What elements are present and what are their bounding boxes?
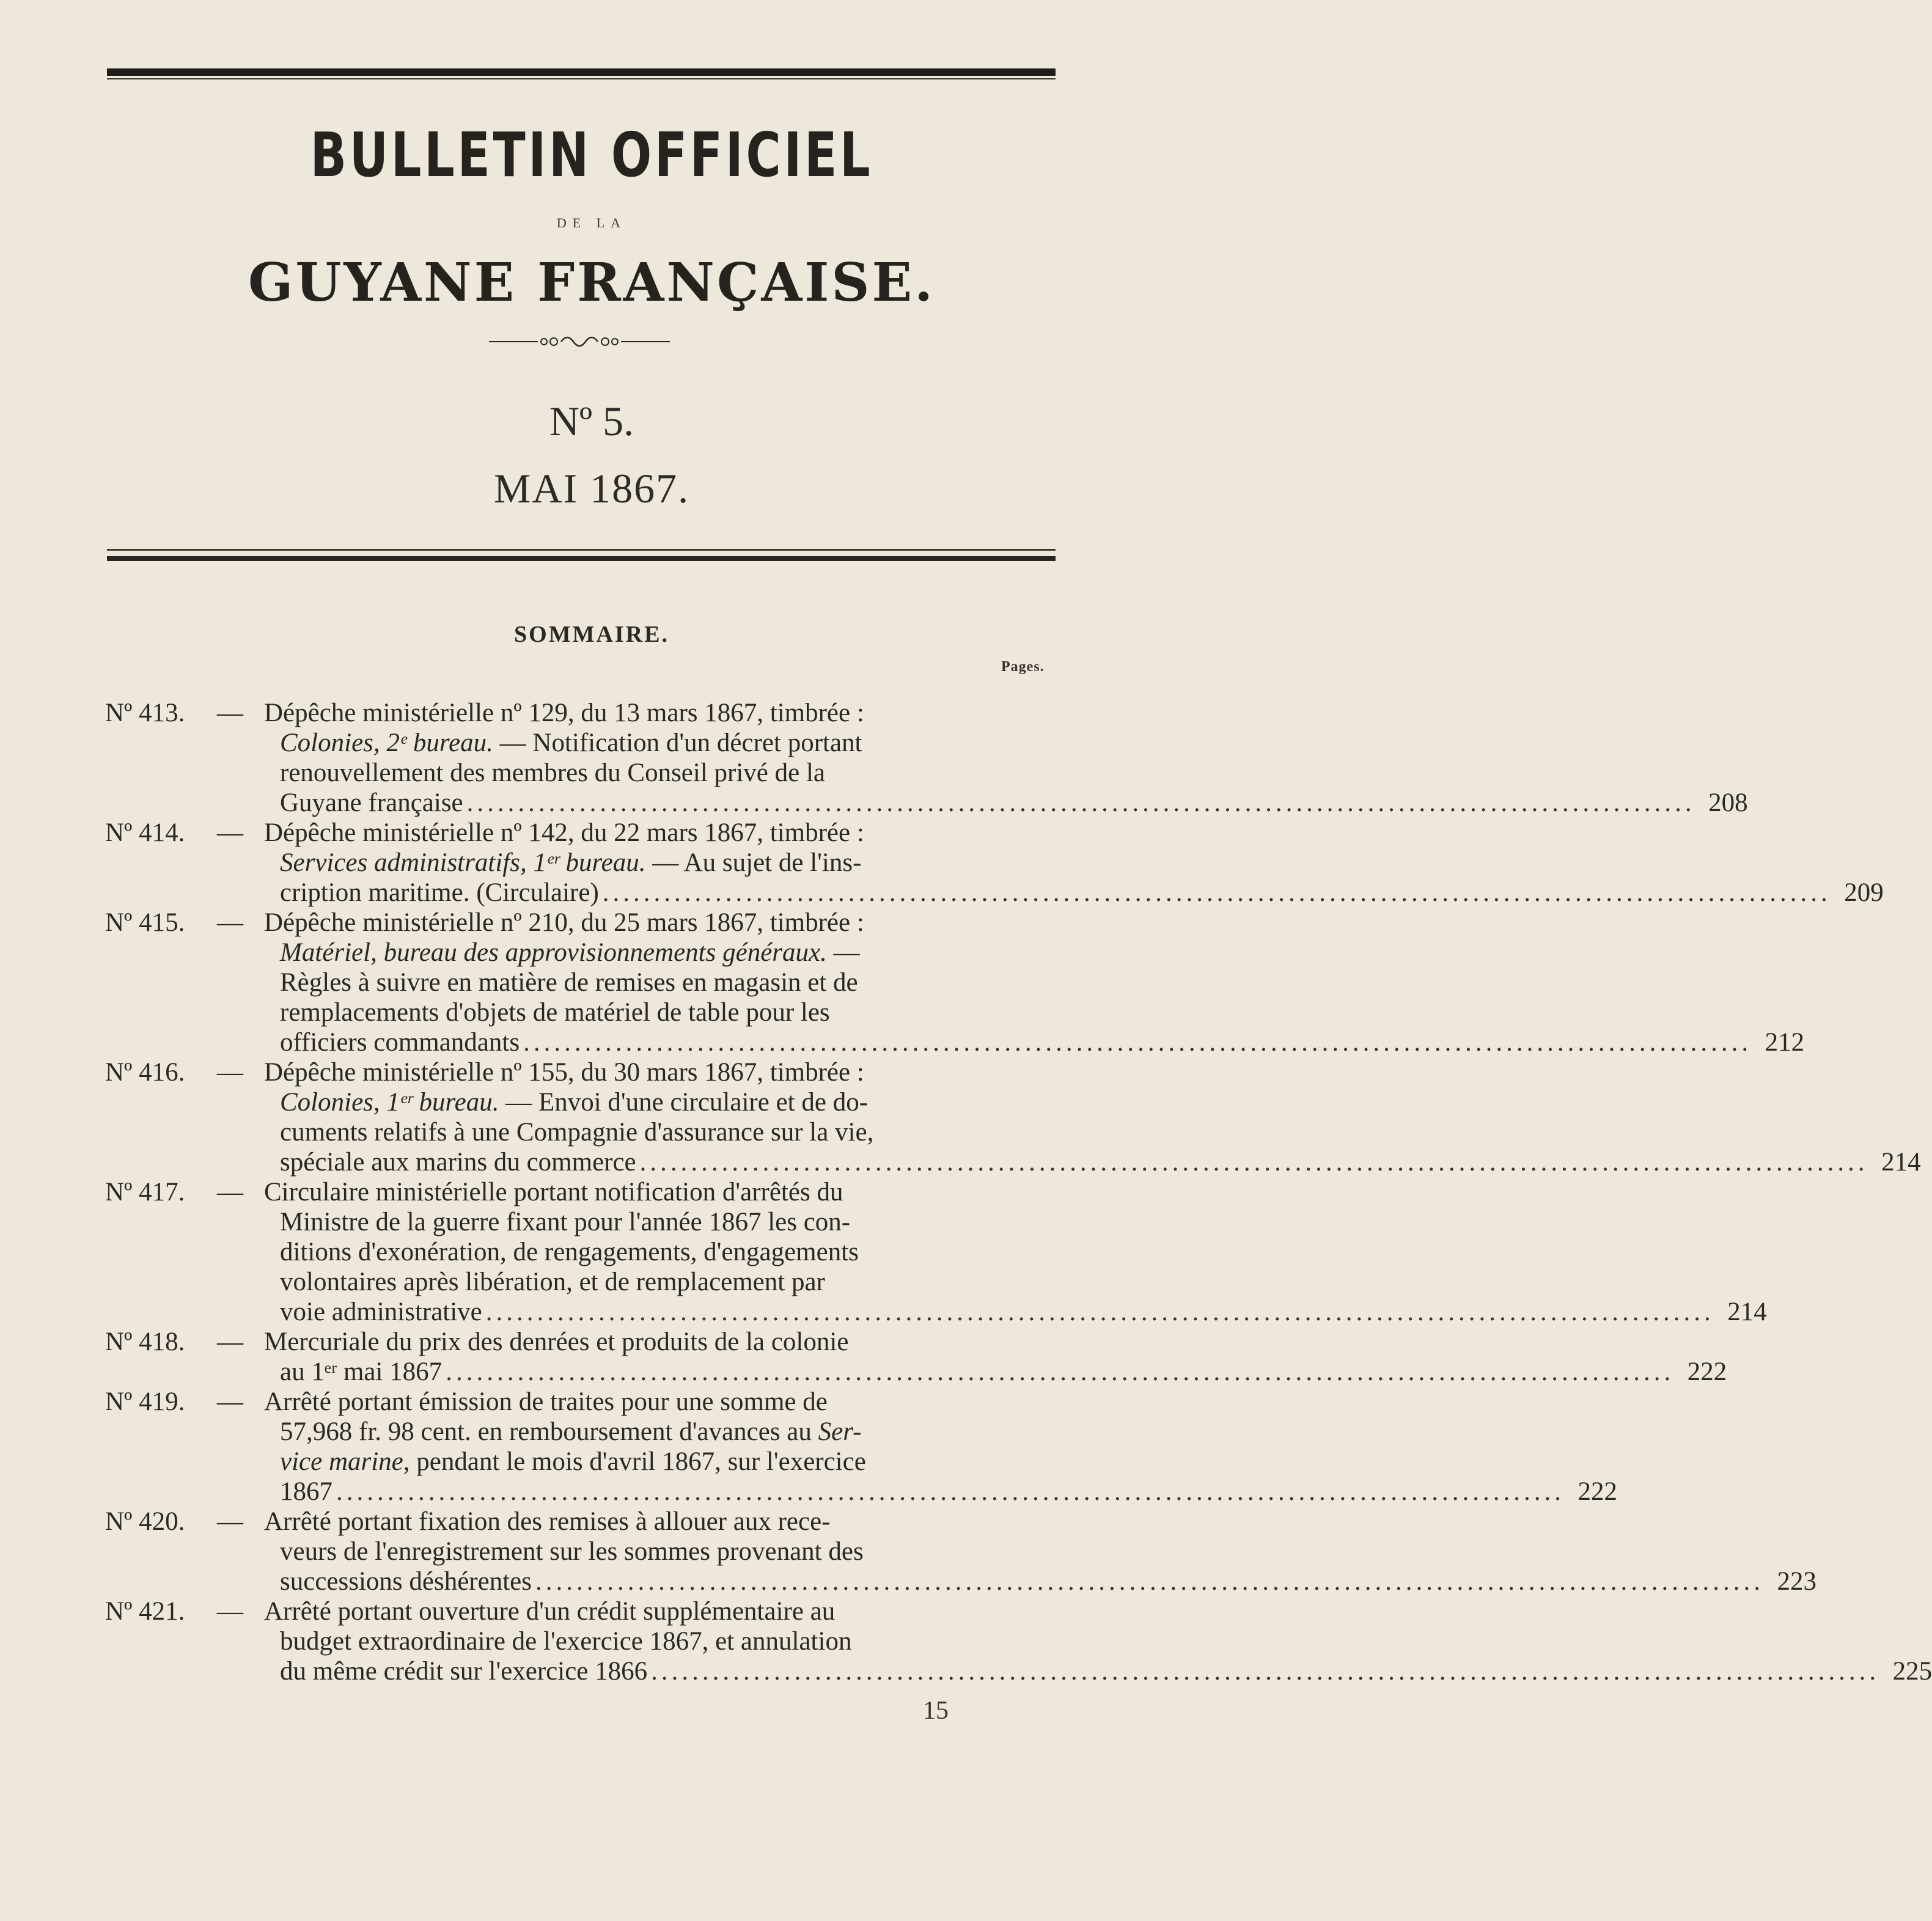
sommaire-entry	[0, 698, 1748, 818]
leader-dots: ........................................................................................................................	[446, 1357, 1675, 1386]
entry-dash: —	[217, 818, 243, 847]
entry-line: budget extraordinaire de l'exercice 1867, et annulation	[280, 1627, 852, 1656]
entry-page-number: 223	[1777, 1567, 1816, 1596]
entry-last-line	[280, 1147, 1921, 1177]
entry-text	[264, 908, 1805, 1057]
entry-line: Colonies, 2ᵉ bureau. — Notification d'un décret portant	[280, 729, 862, 757]
entry-line: volontaires après libération, et de remplacement par	[280, 1268, 825, 1296]
entry-page-number: 222	[1687, 1357, 1727, 1386]
entry-text	[264, 698, 1748, 818]
entry-number: Nº 421.	[105, 1597, 185, 1626]
entry-text	[264, 1387, 1617, 1507]
entry-last-text: voie administrative	[280, 1298, 482, 1326]
entry-line: veurs de l'enregistrement sur les sommes provenant des	[280, 1537, 864, 1566]
entry-line: Dépêche ministérielle nº 155, du 30 mars 1867, timbrée :	[264, 1058, 864, 1087]
entry-last-text: officiers commandants	[280, 1028, 520, 1057]
entry-number: Nº 417.	[105, 1178, 185, 1207]
top-thick-rule	[107, 68, 1056, 76]
entry-line: Colonies, 1ᵉʳ bureau. — Envoi d'une circulaire et de do-	[280, 1088, 869, 1117]
entry-line: Dépêche ministérielle nº 129, du 13 mars 1867, timbrée :	[264, 699, 864, 727]
sommaire-entry	[0, 1387, 1617, 1507]
entry-line: vice marine, pendant le mois d'avril 1867, sur l'exercice	[280, 1447, 866, 1476]
entry-line: Dépêche ministérielle nº 142, du 22 mars 1867, timbrée :	[264, 818, 864, 847]
entry-line: Matériel, bureau des approvisionnements généraux. —	[280, 938, 860, 967]
entry-line: Arrêté portant émission de traites pour une somme de	[264, 1387, 828, 1416]
entry-dash: —	[217, 1597, 243, 1626]
entry-number: Nº 420.	[105, 1507, 185, 1536]
entry-line: Arrêté portant fixation des remises à allouer aux rece-	[264, 1507, 831, 1536]
issue-date: MAI 1867.	[493, 465, 690, 512]
leader-dots: ........................................................................................................................	[651, 1657, 1880, 1686]
entry-number: Nº 418.	[105, 1328, 185, 1356]
sommaire-entry	[0, 818, 1884, 908]
entry-last-text: au 1ᵉʳ mai 1867	[280, 1357, 443, 1386]
entry-last-text: 1867	[280, 1477, 332, 1506]
entry-page-number: 209	[1844, 878, 1884, 907]
de-la-label: DE LA	[556, 215, 627, 230]
leader-dots: ........................................................................................................................	[602, 878, 1831, 907]
entry-dash: —	[217, 908, 243, 937]
entry-last-line	[280, 1477, 1617, 1507]
entry-line: Mercuriale du prix des denrées et produits de la colonie	[264, 1328, 849, 1356]
entry-last-text: spéciale aux marins du commerce	[280, 1148, 636, 1177]
leader-dots: ........................................................................................................................	[535, 1567, 1764, 1596]
entry-dash: —	[217, 1328, 243, 1356]
entry-page-number: 214	[1727, 1298, 1767, 1326]
entry-text	[264, 818, 1884, 908]
entry-line: renouvellement des membres du Conseil privé de la	[280, 758, 825, 787]
entry-last-line	[280, 1027, 1805, 1057]
sommaire-entry	[0, 1507, 1816, 1596]
leader-dots: ........................................................................................................................	[336, 1477, 1565, 1506]
entry-last-line	[280, 1357, 1727, 1387]
entry-number: Nº 416.	[105, 1058, 185, 1087]
top-thin-rule	[107, 78, 1056, 79]
entry-last-text: Guyane française	[280, 788, 463, 817]
entry-line: Dépêche ministérielle nº 210, du 25 mars 1867, timbrée :	[264, 908, 864, 937]
entry-number: Nº 415.	[105, 908, 185, 937]
entry-line: 57,968 fr. 98 cent. en remboursement d'avances au Ser-	[280, 1417, 862, 1446]
entry-page-number: 208	[1708, 788, 1748, 817]
entry-last-line	[280, 878, 1884, 908]
entry-text	[264, 1177, 1767, 1327]
entry-number: Nº 413.	[105, 699, 185, 727]
sommaire-entry	[0, 1177, 1767, 1327]
entry-number: Nº 414.	[105, 818, 185, 847]
entry-number: Nº 419.	[105, 1387, 185, 1416]
entry-page-number: 222	[1578, 1477, 1617, 1506]
entry-last-line	[280, 1297, 1767, 1327]
entry-last-line	[280, 1567, 1816, 1596]
entry-page-number: 214	[1881, 1148, 1921, 1177]
sommaire-entry	[0, 1057, 1921, 1177]
entry-dash: —	[217, 1507, 243, 1536]
bulletin-title: BULLETIN OFFICIEL	[310, 119, 873, 191]
leader-dots: ........................................................................................................................	[485, 1298, 1714, 1326]
entry-line: Ministre de la guerre fixant pour l'année 1867 les con-	[280, 1208, 851, 1236]
guyane-subtitle: GUYANE FRANÇAISE.	[248, 252, 936, 314]
entry-dash: —	[217, 1387, 243, 1416]
entry-dash: —	[217, 1178, 243, 1207]
entry-line: remplacements d'objets de matériel de table pour les	[280, 998, 830, 1027]
leader-dots: ........................................................................................................................	[466, 788, 1695, 817]
sommaire-entry	[0, 908, 1805, 1057]
entry-line: Services administratifs, 1ᵉʳ bureau. — Au sujet de l'ins-	[280, 848, 862, 877]
sommaire-list	[0, 698, 1932, 1686]
entry-dash: —	[217, 1058, 243, 1087]
page-folio: 15	[923, 1697, 949, 1725]
leader-dots: ........................................................................................................................	[639, 1148, 1868, 1177]
entry-line: cuments relatifs à une Compagnie d'assurance sur la vie,	[280, 1118, 874, 1147]
pages-column-label: Pages.	[1001, 659, 1045, 675]
sommaire-entry	[0, 1596, 1932, 1686]
entry-dash: —	[217, 699, 243, 727]
entry-text	[264, 1507, 1816, 1596]
entry-line: Règles à suivre en matière de remises en magasin et de	[280, 968, 858, 997]
entry-last-line	[280, 1656, 1932, 1686]
entry-line: Arrêté portant ouverture d'un crédit supplémentaire au	[264, 1597, 836, 1626]
entry-last-text: cription maritime. (Circulaire)	[280, 878, 599, 907]
entry-text	[264, 1327, 1727, 1387]
ornament-divider-icon	[0, 326, 1183, 357]
entry-last-text: successions déshérentes	[280, 1567, 532, 1596]
entry-last-text: du même crédit sur l'exercice 1866	[280, 1657, 648, 1686]
entry-last-line	[280, 788, 1748, 818]
issue-number: Nº 5.	[549, 398, 634, 444]
sommaire-heading: SOMMAIRE.	[514, 622, 669, 647]
entry-text	[264, 1057, 1921, 1177]
entry-page-number: 225	[1892, 1657, 1932, 1686]
entry-page-number: 212	[1765, 1028, 1805, 1057]
mid-thin-rule	[107, 549, 1056, 551]
entry-line: Circulaire ministérielle portant notification d'arrêtés du	[264, 1178, 843, 1207]
sommaire-entry	[0, 1327, 1727, 1387]
leader-dots: ........................................................................................................................	[523, 1028, 1752, 1057]
entry-line: ditions d'exonération, de rengagements, d'engagements	[280, 1238, 859, 1266]
mid-thick-rule	[107, 556, 1056, 561]
entry-text	[264, 1596, 1932, 1686]
